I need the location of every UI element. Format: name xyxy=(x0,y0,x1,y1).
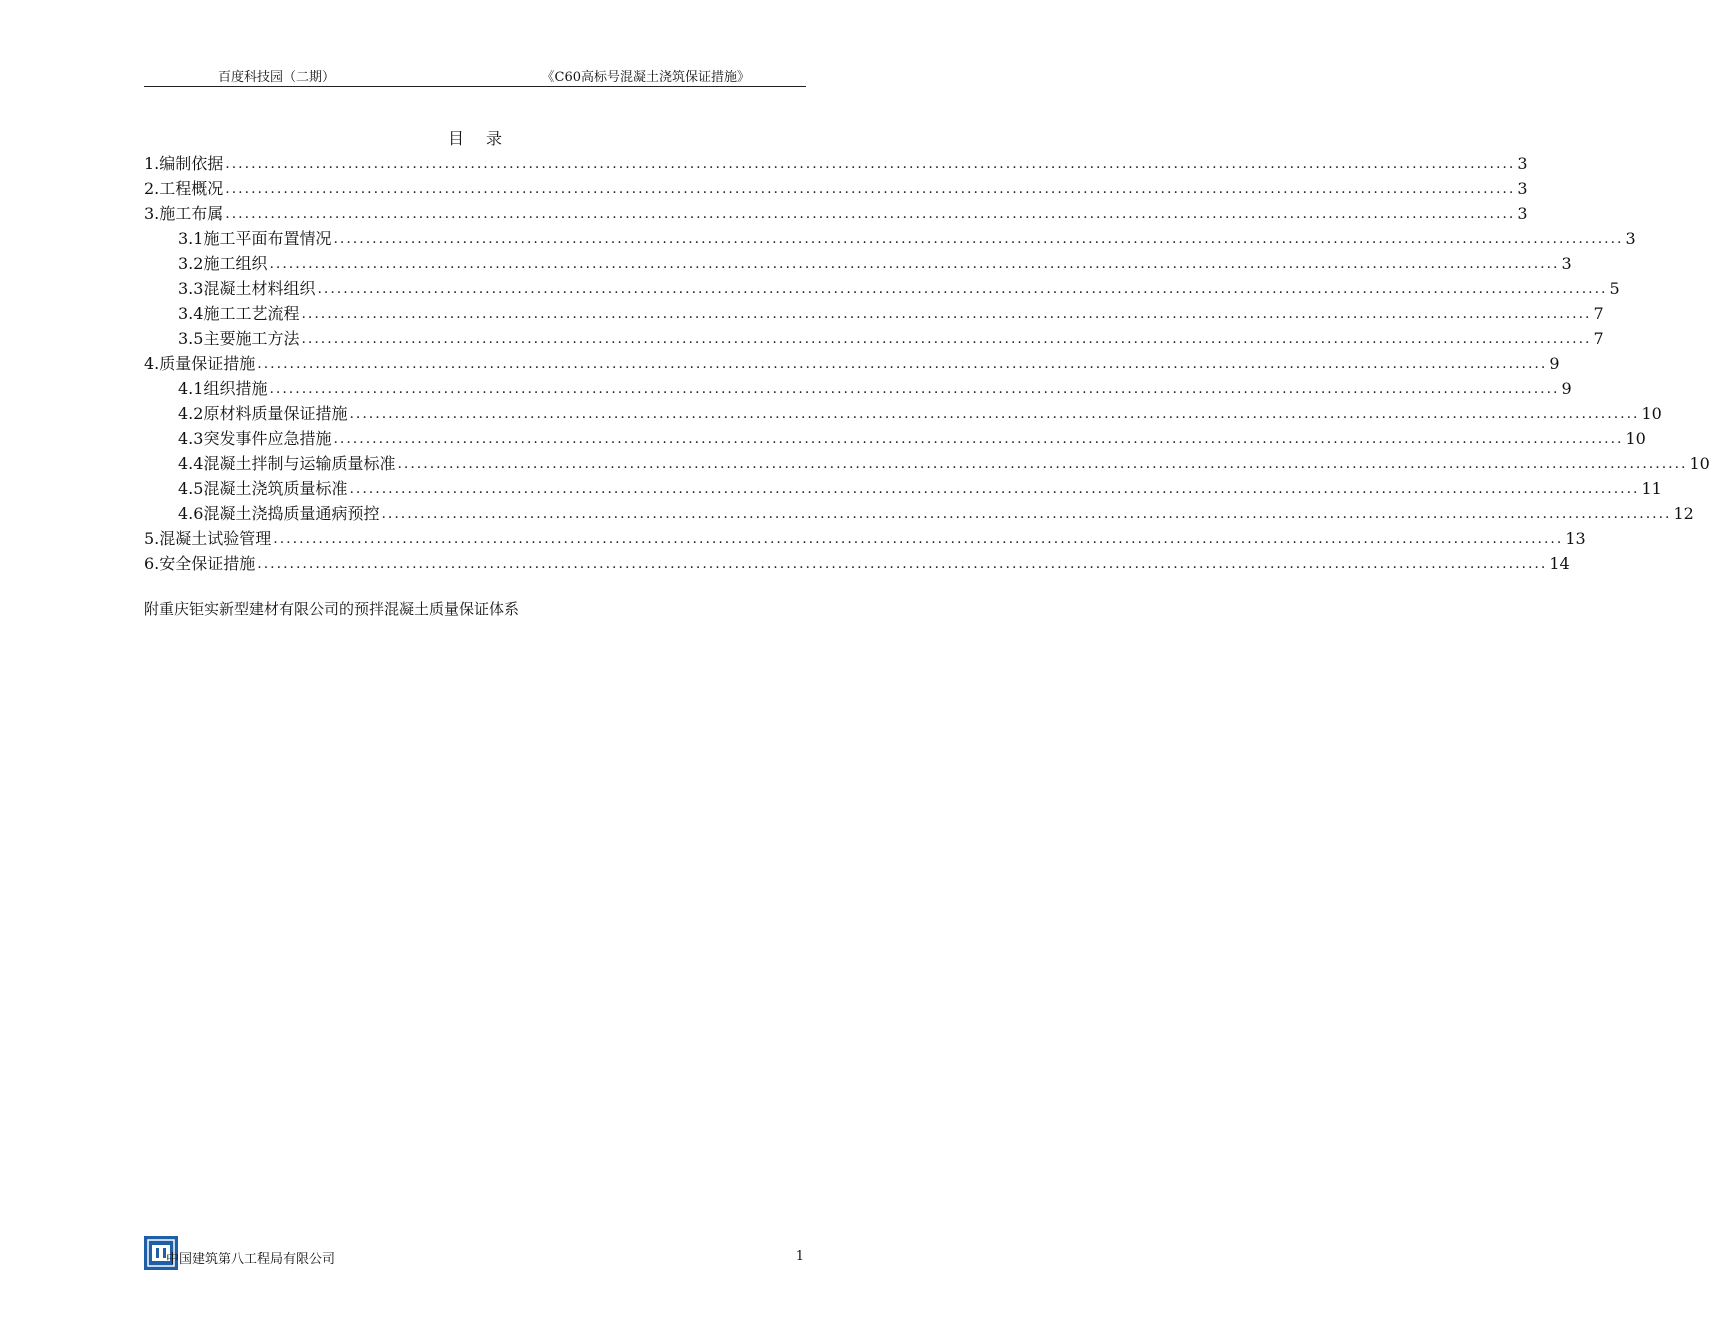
toc-entry-page: 7 xyxy=(1593,304,1604,323)
page-header xyxy=(144,60,806,87)
toc-entry[interactable] xyxy=(144,525,1586,549)
toc-entry-label: 4.6混凝土浇捣质量通病预控 xyxy=(178,504,380,523)
toc-entry[interactable] xyxy=(178,425,1646,449)
toc-leader-dots: ........................................................................................................................................................................................................ xyxy=(397,456,1688,472)
toc-entry-page: 10 xyxy=(1625,429,1646,448)
toc-entry[interactable] xyxy=(144,200,1528,224)
toc-entry-label: 6.安全保证措施 xyxy=(144,554,256,573)
toc-entry-label: 5.混凝土试验管理 xyxy=(144,529,272,548)
toc-entry[interactable] xyxy=(144,350,1560,374)
toc-entry-page: 7 xyxy=(1593,329,1604,348)
toc-leader-dots: ........................................................................................................................................................................................................ xyxy=(301,306,1592,322)
toc-leader-dots: ........................................................................................................................................................................................................ xyxy=(317,281,1608,297)
toc-entry-label: 3.5主要施工方法 xyxy=(178,329,300,348)
toc-entry[interactable] xyxy=(178,475,1662,499)
toc-leader-dots: ........................................................................................................................................................................................................ xyxy=(381,506,1672,522)
toc-title: 目录 xyxy=(447,129,524,148)
toc-entry-label: 4.1组织措施 xyxy=(178,379,268,398)
toc-entry-page: 3 xyxy=(1517,179,1528,198)
toc-entry-page: 3 xyxy=(1517,204,1528,223)
toc-entry-label: 4.质量保证措施 xyxy=(144,354,256,373)
toc-entry[interactable] xyxy=(178,400,1662,424)
toc-entry-page: 5 xyxy=(1609,279,1620,298)
toc-entry-label: 3.2施工组织 xyxy=(178,254,268,273)
toc-entry-label: 3.1施工平面布置情况 xyxy=(178,229,332,248)
toc-entry-label: 2.工程概况 xyxy=(144,179,224,198)
toc-leader-dots: ........................................................................................................................................................................................................ xyxy=(269,381,1560,397)
footer-company-name: 中国建筑第八工程局有限公司 xyxy=(166,1252,336,1267)
toc-entry-label: 4.4混凝土拌制与运输质量标准 xyxy=(178,454,396,473)
toc-entry-label: 3.施工布属 xyxy=(144,204,224,223)
toc-entry-page: 12 xyxy=(1673,504,1694,523)
toc-leader-dots: ........................................................................................................................................................................................................ xyxy=(225,181,1516,197)
header-project-name: 百度科技园（二期） xyxy=(218,70,336,85)
toc-entry-label: 4.5混凝土浇筑质量标准 xyxy=(178,479,348,498)
toc-entry-page: 3 xyxy=(1561,254,1572,273)
toc-entry[interactable] xyxy=(178,300,1604,324)
toc-entry-label: 3.4施工工艺流程 xyxy=(178,304,300,323)
toc-entry[interactable] xyxy=(178,450,1710,474)
toc-entry[interactable] xyxy=(178,275,1620,299)
toc-entry[interactable] xyxy=(178,500,1694,524)
footer-page-number: 1 xyxy=(795,1249,804,1264)
toc-leader-dots: ........................................................................................................................................................................................................ xyxy=(225,206,1516,222)
toc-leader-dots: ........................................................................................................................................................................................................ xyxy=(269,256,1560,272)
toc-entry[interactable] xyxy=(178,225,1636,249)
toc-leader-dots: ........................................................................................................................................................................................................ xyxy=(301,331,1592,347)
toc-entry[interactable] xyxy=(144,550,1570,574)
toc-entry-page: 3 xyxy=(1517,154,1528,173)
header-document-title: 《C60高标号混凝土浇筑保证措施》 xyxy=(541,70,750,85)
toc-leader-dots: ........................................................................................................................................................................................................ xyxy=(225,156,1516,172)
toc-entry-page: 3 xyxy=(1625,229,1636,248)
toc-entry[interactable] xyxy=(178,375,1572,399)
toc-entry-label: 1.编制依据 xyxy=(144,154,224,173)
toc-entry-label: 3.3混凝土材料组织 xyxy=(178,279,316,298)
toc-leader-dots: ........................................................................................................................................................................................................ xyxy=(333,431,1624,447)
toc-entry[interactable] xyxy=(178,250,1572,274)
toc-entry-page: 14 xyxy=(1549,554,1570,573)
toc-entry-page: 9 xyxy=(1549,354,1560,373)
appendix-note: 附重庆钜实新型建材有限公司的预拌混凝土质量保证体系 xyxy=(144,602,520,618)
toc-entry[interactable] xyxy=(144,150,1528,174)
toc-entry[interactable] xyxy=(178,325,1604,349)
toc-leader-dots: ........................................................................................................................................................................................................ xyxy=(257,556,1548,572)
toc-leader-dots: ........................................................................................................................................................................................................ xyxy=(333,231,1624,247)
toc-leader-dots: ........................................................................................................................................................................................................ xyxy=(257,356,1548,372)
toc-entry-label: 4.3突发事件应急措施 xyxy=(178,429,332,448)
toc-entry-page: 9 xyxy=(1561,379,1572,398)
toc-leader-dots: ........................................................................................................................................................................................................ xyxy=(349,406,1640,422)
toc-entry-page: 13 xyxy=(1565,529,1586,548)
toc-entry[interactable] xyxy=(144,175,1528,199)
toc-entry-page: 11 xyxy=(1641,479,1662,498)
toc-entry-label: 4.2原材料质量保证措施 xyxy=(178,404,348,423)
toc-entry-page: 10 xyxy=(1641,404,1662,423)
toc-leader-dots: ........................................................................................................................................................................................................ xyxy=(349,481,1640,497)
toc-entry-page: 10 xyxy=(1689,454,1710,473)
toc-leader-dots: ........................................................................................................................................................................................................ xyxy=(273,531,1564,547)
